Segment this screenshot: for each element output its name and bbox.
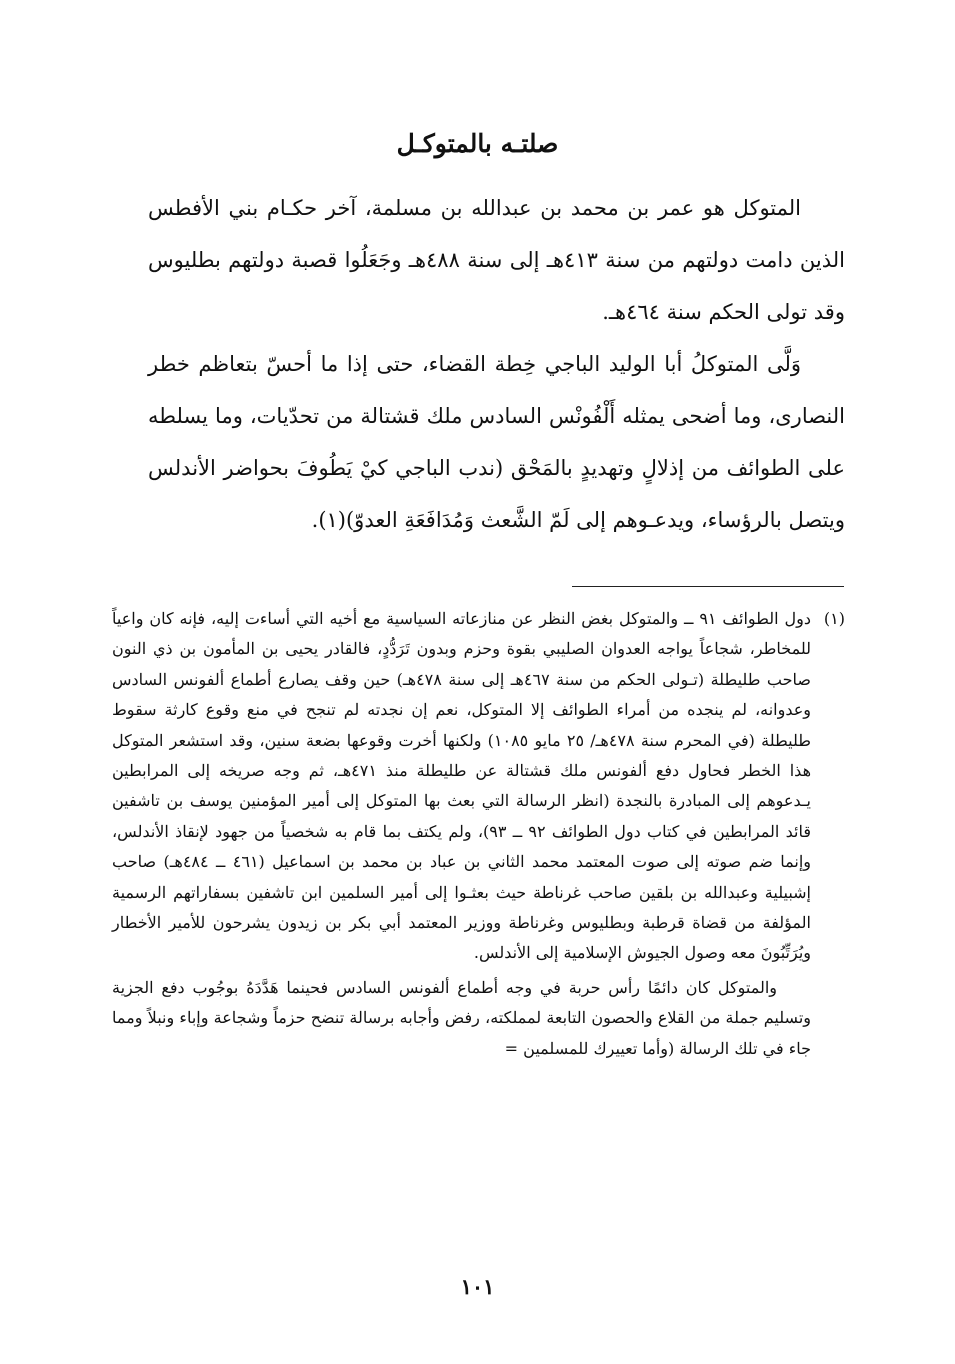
footnote-1 [112,604,845,969]
page-number: ١٠١ [460,1274,495,1299]
paragraph-2: وَلَّى المتوكلُ أبا الوليد الباجي خِطة القضاء، حتى إذا ما أحسّ بتعاظم خطر النصارى، وما أضحى يمثله أَلْفُونْس السادس ملك قشتالة من تحدّيات، وما يسلطه على الطوائف من إذلالٍ وتهديدٍ بالمَحْق (ندب الباجي كيْ يَطُوفَ بحواضر الأندلس ويتصل بالرؤساء، ويدعـوهم إلى لَمّ الشَّعث وَمُدَافَعَةِ العدوّ)(١). [148,352,846,532]
paragraph-1: المتوكل هو عمر بن محمد بن عبدالله بن مسلمة، آخر حكـام بني الأفطس الذين دامت دولتهم من سنة ٤١٣هـ إلى سنة ٤٨٨هـ وجَعَلُوا قصبة دولتهم بطليوس وقد تولى الحكم سنة ٤٦٤هـ. [148,196,846,324]
footnote-text: دول الطوائف ٩١ ــ والمتوكل بغض النظر عن منازعاته السياسية مع أخيه التي أساءت إليه، فإنه كان واعياً للمخاطر، شجاعاً يواجه العدوان الصليبي بقوة وحزم وبدون تَرَدُّدٍ، فالقادر يحيى بن المأمون بن ذي النون صاحب طليطلة (تـولى الحكم من سنة ٤٦٧هـ إلى سنة ٤٧٨هـ) حين وقف يصارع أطماع ألفونس السادس وعدوانه، لم ينجده من أمراء الطوائف إلا المتوكل، نعم إن نجدته لم تنجح في منع وقوع كارثة سقوط طليطلة (في المحرم سنة ٤٧٨هـ/ ٢٥ مايو ١٠٨٥) ولكنها أخرت وقوعها بضعة سنين، وقد استشعر المتوكل هذا الخطر فحاول دفع ألفونس ملك قشتالة عن طليطلة منذ ٤٧١هـ، ثم وجه صريخه إلى المرابطين يـدعوهم إلى المبادرة بالنجدة (انظر الرسالة التي بعث بها المتوكل إلى أمير المؤمنين يوسف بن تاشفين قائد المرابطين في كتاب دول الطوائف ٩٢ ــ ٩٣)، ولم يكتف بما قام به شخصياً من جهود لإنقاذ الأندلس، وإنما ضم صوته إلى صوت المعتمد محمد الثاني بن عباد بن محمد بن اسماعيل (٤٦١ ــ ٤٨٤هـ) صاحب إشبيلية وعبدالله بن بلقين صاحب غرناطة حيث بعثـوا إلى أمير السلمين ابن تاشفين بسفاراتهم الرسمية المؤلفة من قضاة قرطبة وبطليوس وغرناطة ووزير المعتمد أبي بكر بن زيدون يشرحون للأمير الأخطار ويُرَتِّبُونَ معه وصول الجيوش الإسلامية إلى الأندلس. [112,609,812,963]
section-title: صلتـه بالمتوكـل [396,129,559,158]
footnote-continuation: والمتوكل كان دائمًا رأس حربة في وجه أطماع ألفونس السادس فحينما هَدَّدَهُ بوجُوب دفع الجزية وتسليم جملة من القلاع والحصون التابعة لمملكته، رفض وأجابه برسالة تنضح حزماً وشجاعة وإباء ونبلاً ومما جاء في تلك الرسالة (وأما تعييرك للمسلمين = [112,977,811,1058]
footnotes [112,604,845,1064]
main-text [148,182,845,546]
footnote-separator [572,586,844,587]
footnote-marker: (١) [823,609,845,628]
